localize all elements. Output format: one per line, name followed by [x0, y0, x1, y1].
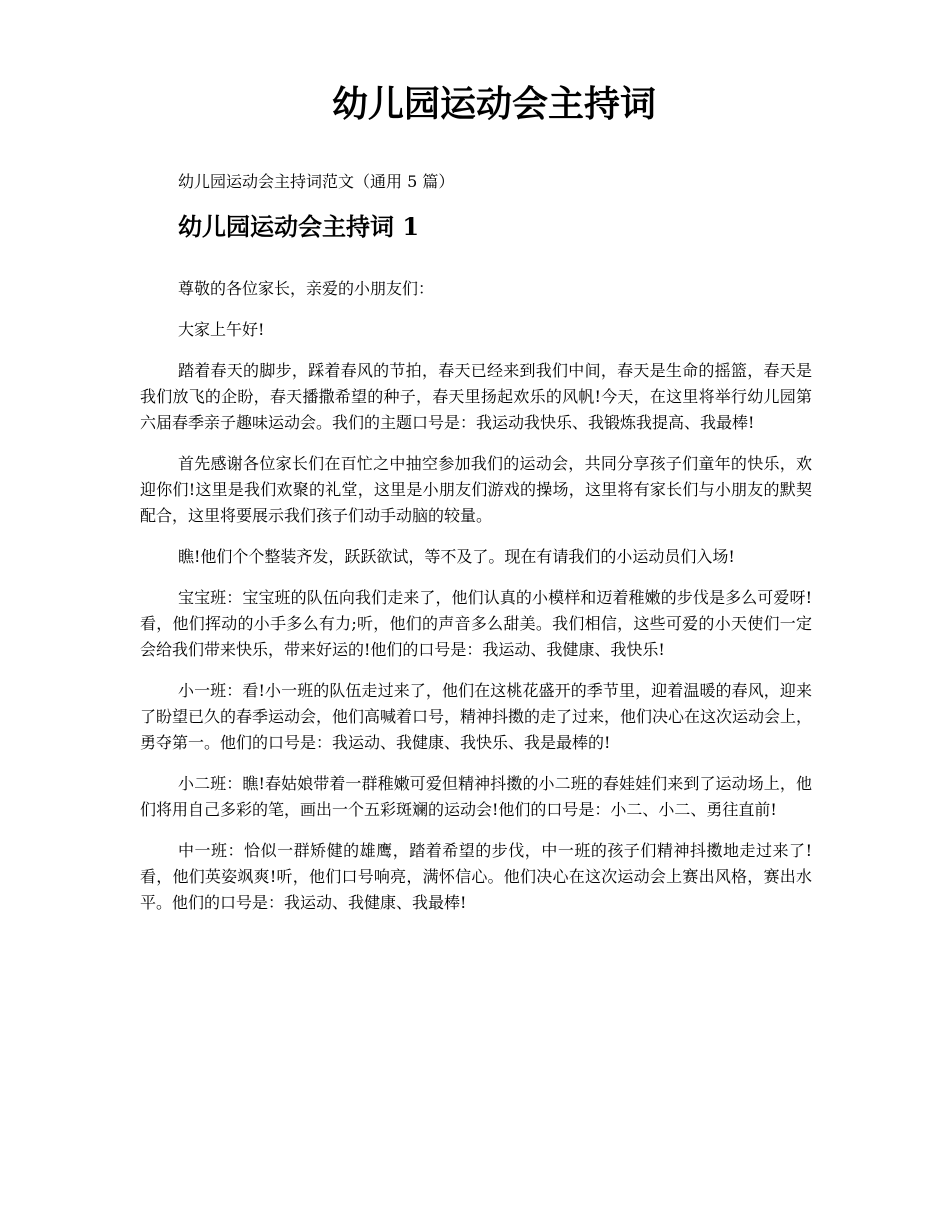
paragraph-middle-class-1: 中一班：恰似一群矫健的雄鹰，踏着希望的步伐，中一班的孩子们精神抖擞地走过来了!看，他们英姿飒爽!听，他们口号响亮，满怀信心。他们决心在这次运动会上赛出风格，赛出水平。他们的口号是：我运动、我健康、我最棒! [140, 841, 812, 912]
paragraph-thanks: 首先感谢各位家长们在百忙之中抽空参加我们的运动会，共同分享孩子们童年的快乐，欢迎你们!这里是我们欢聚的礼堂，这里是小朋友们游戏的操场，这里将有家长们与小朋友的默契配合，这里将要展示我们孩子们动手动脑的较量。 [140, 454, 812, 525]
document-body [140, 276, 812, 931]
document-subtitle: 幼儿园运动会主持词范文（通用 5 篇） [178, 172, 455, 191]
paragraph-small-class-2: 小二班：瞧!春姑娘带着一群稚嫩可爱但精神抖擞的小二班的春娃娃们来到了运动场上，他们将用自己多彩的笔，画出一个五彩斑斓的运动会!他们的口号是：小二、小二、勇往直前! [140, 774, 812, 819]
paragraph-opening: 踏着春天的脚步，踩着春风的节拍，春天已经来到我们中间，春天是生命的摇篮，春天是我们放飞的企盼，春天播撒希望的种子，春天里扬起欢乐的风帆!今天，在这里将举行幼儿园第六届春季亲子趣味运动会。我们的主题口号是：我运动我快乐、我锻炼我提高、我最棒! [140, 361, 812, 432]
paragraph-greeting: 尊敬的各位家长，亲爱的小朋友们： [178, 279, 435, 298]
paragraph-entrance: 瞧!他们个个整装齐发，跃跃欲试，等不及了。现在有请我们的小运动员们入场! [178, 547, 735, 566]
paragraph-small-class-1: 小一班：看!小一班的队伍走过来了，他们在这桃花盛开的季节里，迎着温暖的春风，迎来了盼望已久的春季运动会，他们高喊着口号，精神抖擞的走了过来，他们决心在这次运动会上，勇夺第一。他们的口号是：我运动、我健康、我快乐、我是最棒的! [140, 681, 813, 752]
paragraph-baby-class: 宝宝班：宝宝班的队伍向我们走来了，他们认真的小模样和迈着稚嫩的步伐是多么可爱呀!看，他们挥动的小手多么有力;听，他们的声音多么甜美。我们相信，这些可爱的小天使们一定会给我们带来快乐，带来好运的!他们的口号是：我运动、我健康、我快乐! [140, 588, 812, 659]
section-heading: 幼儿园运动会主持词 1 [178, 212, 420, 241]
paragraph-good-morning: 大家上午好! [178, 320, 265, 339]
document-title: 幼儿园运动会主持词 [331, 83, 656, 125]
